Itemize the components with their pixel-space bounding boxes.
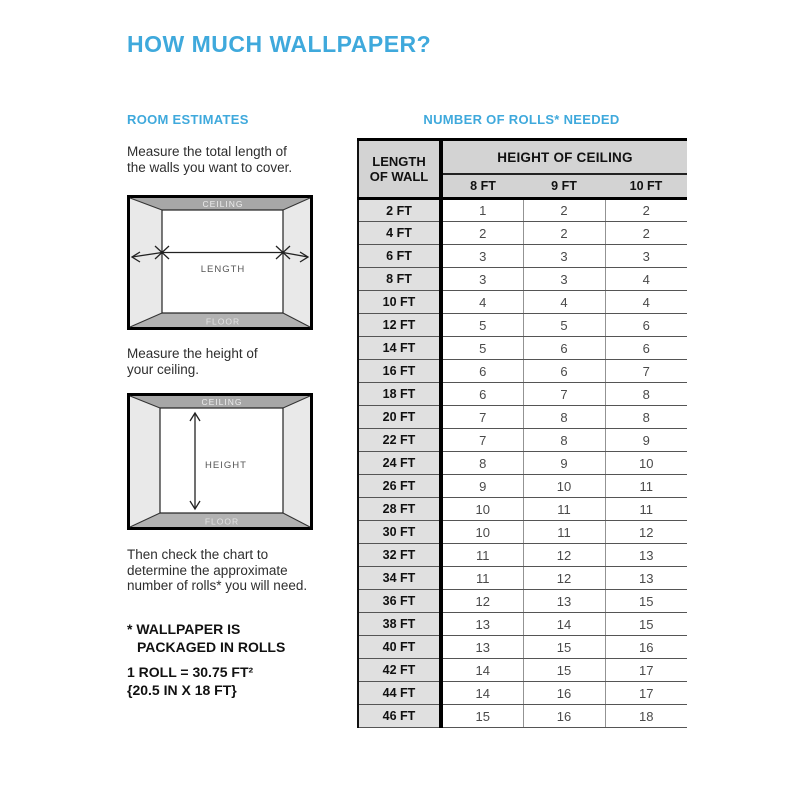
left-wall-surface [130,396,160,527]
ceiling-9ft-header: 9 FT [523,174,605,199]
rolls-value-cell: 5 [523,314,605,337]
table-row [358,567,687,590]
rolls-value-cell: 13 [441,613,523,636]
table-row [358,590,687,613]
rolls-value-cell: 14 [441,659,523,682]
wall-length-cell: 32 FT [358,544,441,567]
ceiling-label: CEILING [201,397,243,407]
rolls-value-cell: 13 [605,544,687,567]
rolls-value-cell: 11 [523,521,605,544]
table-row [358,544,687,567]
rolls-value-cell: 9 [441,475,523,498]
table-row [358,659,687,682]
room-estimates-heading: ROOM ESTIMATES [127,112,249,127]
table-row [358,452,687,475]
rolls-value-cell: 12 [605,521,687,544]
table-row [358,222,687,245]
rolls-value-cell: 15 [441,705,523,728]
check-chart-text [127,547,307,594]
table-row [358,429,687,452]
room-length-diagram [127,195,313,330]
wall-length-cell: 36 FT [358,590,441,613]
packaging-note-line: * WALLPAPER IS [127,621,241,637]
rolls-value-cell: 13 [523,590,605,613]
ceiling-10ft-header: 10 FT [605,174,687,199]
rolls-value-cell: 4 [605,291,687,314]
rolls-value-cell: 8 [605,383,687,406]
roll-size-line: {20.5 IN X 18 FT} [127,682,237,698]
rolls-value-cell: 4 [605,268,687,291]
rolls-value-cell: 6 [441,383,523,406]
rolls-value-cell: 16 [523,705,605,728]
check-chart-line: number of rolls* you will need. [127,578,308,593]
wall-length-cell: 2 FT [358,199,441,222]
rolls-value-cell: 15 [605,613,687,636]
ceiling-8ft-header: 8 FT [441,174,523,199]
rolls-value-cell: 2 [605,222,687,245]
rolls-value-cell: 16 [605,636,687,659]
rolls-value-cell: 17 [605,682,687,705]
wall-length-cell: 12 FT [358,314,441,337]
wall-length-cell: 34 FT [358,567,441,590]
rolls-value-cell: 2 [605,199,687,222]
wall-length-cell: 16 FT [358,360,441,383]
table-row [358,498,687,521]
rolls-value-cell: 10 [441,498,523,521]
rolls-value-cell: 6 [523,337,605,360]
table-row [358,245,687,268]
rolls-value-cell: 11 [605,498,687,521]
wall-length-cell: 10 FT [358,291,441,314]
wall-length-cell: 20 FT [358,406,441,429]
check-chart-line: Then check the chart to [127,547,269,562]
rolls-value-cell: 13 [441,636,523,659]
rolls-value-cell: 7 [441,429,523,452]
table-row [358,682,687,705]
wall-length-cell: 42 FT [358,659,441,682]
rolls-value-cell: 5 [441,314,523,337]
rolls-value-cell: 6 [441,360,523,383]
rolls-value-cell: 5 [441,337,523,360]
rolls-value-cell: 7 [605,360,687,383]
rolls-value-cell: 10 [523,475,605,498]
height-of-ceiling-header: HEIGHT OF CEILING [441,140,687,175]
rolls-value-cell: 18 [605,705,687,728]
wall-length-cell: 22 FT [358,429,441,452]
wall-length-cell: 40 FT [358,636,441,659]
table-row [358,291,687,314]
packaging-note-line: PACKAGED IN ROLLS [137,639,286,655]
wall-length-cell: 44 FT [358,682,441,705]
length-label: LENGTH [200,264,246,275]
table-row [358,199,687,222]
table-header-row [358,140,687,175]
rolls-value-cell: 11 [605,475,687,498]
rolls-value-cell: 3 [523,268,605,291]
rolls-value-cell: 14 [523,613,605,636]
rolls-value-cell: 15 [523,659,605,682]
wall-length-cell: 18 FT [358,383,441,406]
rolls-value-cell: 2 [523,199,605,222]
roll-size-line: 1 ROLL = 30.75 FT² [127,664,254,680]
measure-height-line: your ceiling. [127,361,200,377]
rolls-value-cell: 4 [441,291,523,314]
right-wall-surface [283,198,310,327]
room-height-diagram [127,393,313,530]
check-chart-line: determine the approximate [127,562,288,578]
rolls-value-cell: 15 [523,636,605,659]
rolls-value-cell: 9 [605,429,687,452]
table-row [358,705,687,728]
wall-length-cell: 38 FT [358,613,441,636]
table-row [358,636,687,659]
measure-length-text [127,144,292,175]
wall-length-cell: 28 FT [358,498,441,521]
wall-length-cell: 26 FT [358,475,441,498]
rolls-value-cell: 3 [441,268,523,291]
rolls-needed-table [357,138,687,728]
table-row [358,475,687,498]
rolls-value-cell: 8 [523,429,605,452]
wall-length-cell: 14 FT [358,337,441,360]
rolls-value-cell: 13 [605,567,687,590]
rolls-value-cell: 11 [523,498,605,521]
rolls-table-heading: NUMBER OF ROLLS* NEEDED [423,112,620,127]
page-title: HOW MUCH WALLPAPER? [127,31,432,57]
table-row [358,613,687,636]
table-row [358,383,687,406]
rolls-value-cell: 2 [441,222,523,245]
table-row [358,314,687,337]
rolls-value-cell: 6 [523,360,605,383]
rolls-value-cell: 12 [441,590,523,613]
rolls-value-cell: 8 [523,406,605,429]
length-of-wall-header [358,140,441,199]
floor-label: FLOOR [204,516,240,527]
rolls-value-cell: 9 [523,452,605,475]
rolls-value-cell: 12 [523,544,605,567]
measure-height-text [127,346,258,377]
rolls-value-cell: 11 [441,544,523,567]
rolls-value-cell: 17 [605,659,687,682]
rolls-value-cell: 11 [441,567,523,590]
rolls-value-cell: 15 [605,590,687,613]
length-of-wall-header-line: LENGTH [372,154,426,169]
rolls-table-body [358,199,687,728]
rolls-value-cell: 7 [523,383,605,406]
rolls-value-cell: 3 [523,245,605,268]
rolls-value-cell: 8 [605,406,687,429]
table-row [358,268,687,291]
wallpaper-packaging-note [127,620,285,656]
rolls-value-cell: 6 [605,314,687,337]
ceiling-label: CEILING [202,199,244,209]
length-of-wall-header-line: OF WALL [369,169,429,184]
floor-label: FLOOR [205,316,241,327]
rolls-value-cell: 8 [441,452,523,475]
right-wall-surface [283,396,310,527]
table-row [358,406,687,429]
rolls-value-cell: 10 [441,521,523,544]
back-wall [162,210,283,313]
rolls-value-cell: 6 [605,337,687,360]
wall-length-cell: 8 FT [358,268,441,291]
table-row [358,360,687,383]
wall-length-cell: 46 FT [358,705,441,728]
rolls-value-cell: 1 [441,199,523,222]
table-row [358,337,687,360]
roll-size-note [127,663,253,699]
rolls-value-cell: 14 [441,682,523,705]
rolls-value-cell: 10 [605,452,687,475]
wall-length-cell: 4 FT [358,222,441,245]
rolls-value-cell: 12 [523,567,605,590]
measure-length-line: Measure the total length of [127,144,287,159]
rolls-value-cell: 16 [523,682,605,705]
table-row [358,521,687,544]
height-label: HEIGHT [205,460,247,471]
wall-length-cell: 24 FT [358,452,441,475]
rolls-value-cell: 3 [605,245,687,268]
wall-length-cell: 6 FT [358,245,441,268]
rolls-value-cell: 3 [441,245,523,268]
rolls-value-cell: 7 [441,406,523,429]
measure-height-line: Measure the height of [127,346,258,361]
left-wall-surface [130,198,162,327]
rolls-value-cell: 2 [523,222,605,245]
measure-length-line: the walls you want to cover. [127,159,293,175]
wall-length-cell: 30 FT [358,521,441,544]
rolls-value-cell: 4 [523,291,605,314]
